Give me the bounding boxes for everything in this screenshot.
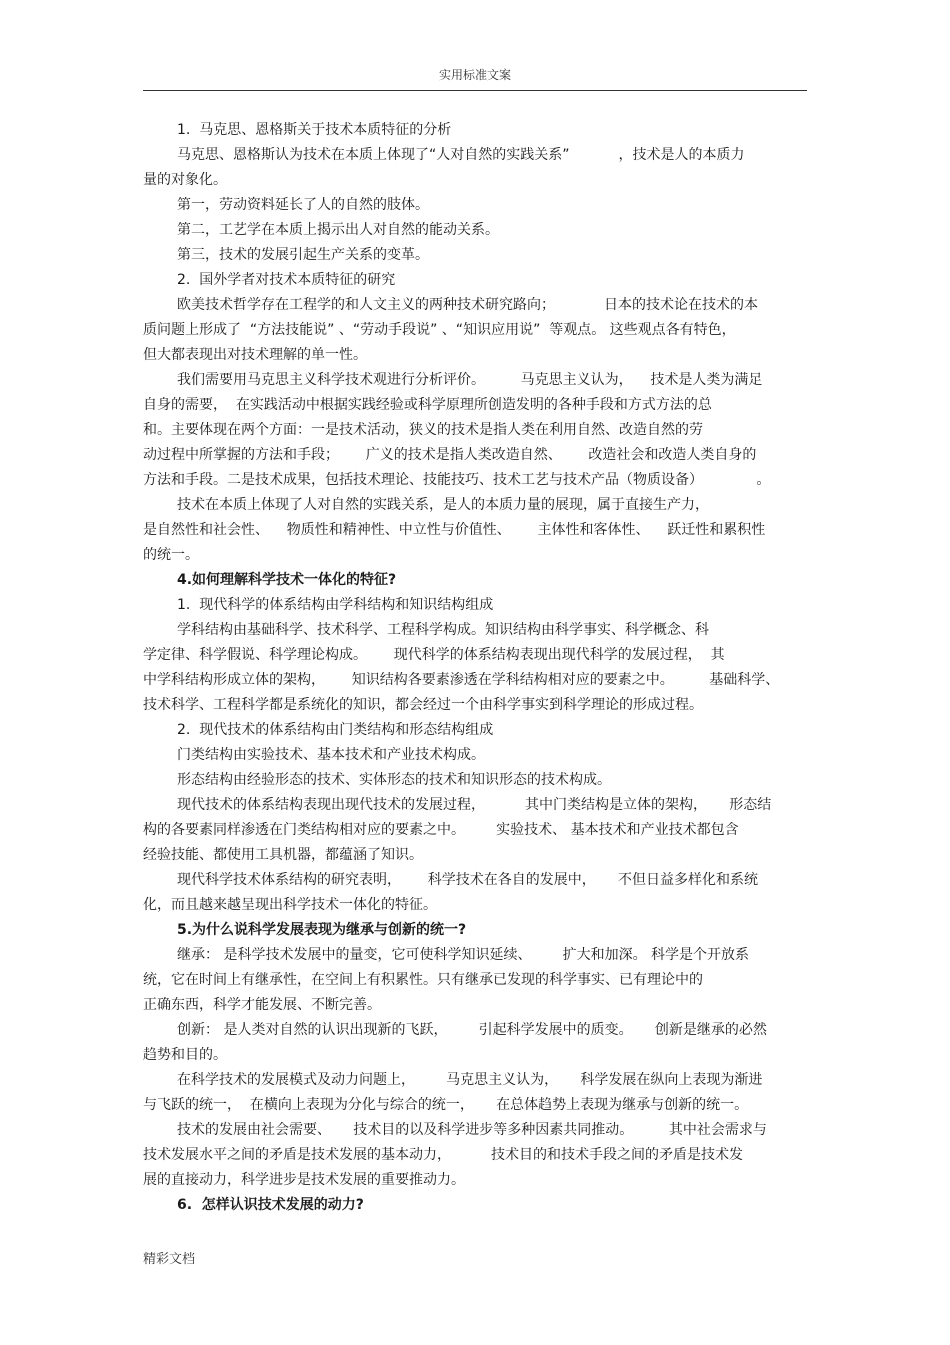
header-rule [143, 90, 807, 91]
text-line: 我们需要用马克思主义科学技术观进行分析评价。 马克思主义认为， 技术是人类为满足 [177, 372, 763, 388]
text-line: 经验技能、都使用工具机器，都蕴涵了知识。 [143, 847, 423, 863]
text-line: 现代技术的体系结构表现出现代技术的发展过程， 其中门类结构是立体的架构， 形态结 [177, 797, 772, 813]
text-line: 4.如何理解科学技术一体化的特征? [177, 572, 397, 588]
text-line: 6. 怎样认识技术发展的动力? [177, 1197, 364, 1213]
text-line: 自身的需要， 在实践活动中根据实践经验或科学原理所创造发明的各种手段和方式方法的总 [143, 397, 712, 413]
text-line: 中学科结构形成立体的架构， 知识结构各要素渗透在学科结构相对应的要素之中。 基础科学、 [143, 672, 780, 688]
text-line: 技术的发展由社会需要、 技术目的以及科学进步等多种因素共同推动。 其中社会需求与 [177, 1122, 767, 1138]
document-body [143, 118, 807, 1218]
text-line: 技术发展水平之间的矛盾是技术发展的基本动力， 技术目的和技术手段之间的矛盾是技术发 [143, 1147, 744, 1163]
text-line: 质问题上形成了 “方法技能说” 、“劳动手段说” 、“知识应用说” 等观点。 这些观点各有特色， [143, 322, 736, 338]
text-line: 5.为什么说科学发展表现为继承与创新的统一? [177, 922, 467, 938]
text-line: 统，它在时间上有继承性，在空间上有积累性。只有继承已发现的科学事实、已有理论中的 [143, 972, 703, 988]
text-line: 2. 国外学者对技术本质特征的研究 [177, 272, 396, 288]
text-line: 继承： 是科学技术发展中的量变，它可使科学知识延续、 扩大和加深。 科学是个开放系 [177, 947, 750, 963]
text-line: 马克思、恩格斯认为技术在本质上体现了“人对自然的实践关系” ，技术是人的本质力 [177, 147, 745, 163]
text-line: 但大都表现出对技术理解的单一性。 [143, 347, 367, 363]
text-line: 形态结构由经验形态的技术、实体形态的技术和知识形态的技术构成。 [177, 772, 611, 788]
text-line: 1. 现代科学的体系结构由学科结构和知识结构组成 [177, 597, 494, 613]
text-line: 在科学技术的发展模式及动力问题上， 马克思主义认为， 科学发展在纵向上表现为渐进 [177, 1072, 763, 1088]
text-line: 展的直接动力，科学进步是技术发展的重要推动力。 [143, 1172, 465, 1188]
text-line: 1. 马克思、恩格斯关于技术本质特征的分析 [177, 122, 452, 138]
text-line: 技术科学、工程科学都是系统化的知识，都会经过一个由科学事实到科学理论的形成过程。 [143, 697, 703, 713]
text-line: 2. 现代技术的体系结构由门类结构和形态结构组成 [177, 722, 494, 738]
text-line: 学科结构由基础科学、技术科学、工程科学构成。知识结构由科学事实、科学概念、科 [177, 622, 709, 638]
text-line: 正确东西，科学才能发展、不断完善。 [143, 997, 381, 1013]
text-line: 学定律、科学假说、科学理论构成。 现代科学的体系结构表现出现代科学的发展过程， 其 [143, 647, 725, 663]
text-line: 第三，技术的发展引起生产关系的变革。 [177, 247, 429, 263]
text-line: 是自然性和社会性、 物质性和精神性、中立性与价值性、 主体性和客体性、 跃迁性和累积性 [143, 522, 766, 538]
text-line: 创新： 是人类对自然的认识出现新的飞跃， 引起科学发展中的质变。 创新是继承的必然 [177, 1022, 767, 1038]
page-footer: 精彩文档 [143, 1252, 196, 1267]
text-line: 构的各要素同样渗透在门类结构相对应的要素之中。 实验技术、 基本技术和产业技术都包含 [143, 822, 739, 838]
page-header: 实用标准文案 [438, 68, 511, 82]
text-line: 方法和手段。二是技术成果，包括技术理论、技能技巧、技术工艺与技术产品（物质设备） 。 [143, 472, 771, 488]
text-line: 第二，工艺学在本质上揭示出人对自然的能动关系。 [177, 222, 499, 238]
text-line: 欧美技术哲学存在工程学的和人文主义的两种技术研究路向； 日本的技术论在技术的本 [177, 297, 758, 313]
text-line: 化，而且越来越呈现出科学技术一体化的特征。 [143, 897, 437, 913]
text-line: 门类结构由实验技术、基本技术和产业技术构成。 [177, 747, 485, 763]
text-line: 趋势和目的。 [143, 1047, 227, 1063]
text-line: 与飞跃的统一， 在横向上表现为分化与综合的统一， 在总体趋势上表现为继承与创新的统一。 [143, 1097, 749, 1113]
text-line: 现代科学技术体系结构的研究表明， 科学技术在各自的发展中， 不但日益多样化和系统 [177, 872, 758, 888]
text-line: 的统一。 [143, 547, 199, 563]
text-line: 和。主要体现在两个方面：一是技术活动，狭义的技术是指人类在利用自然、改造自然的劳 [143, 422, 703, 438]
text-line: 第一，劳动资料延长了人的自然的肢体。 [177, 197, 429, 213]
text-line: 技术在本质上体现了人对自然的实践关系，是人的本质力量的展现，属于直接生产力， [177, 497, 709, 513]
text-line: 量的对象化。 [143, 172, 227, 188]
text-line: 动过程中所掌握的方法和手段； 广义的技术是指人类改造自然、 改造社会和改造人类自身的 [143, 447, 757, 463]
